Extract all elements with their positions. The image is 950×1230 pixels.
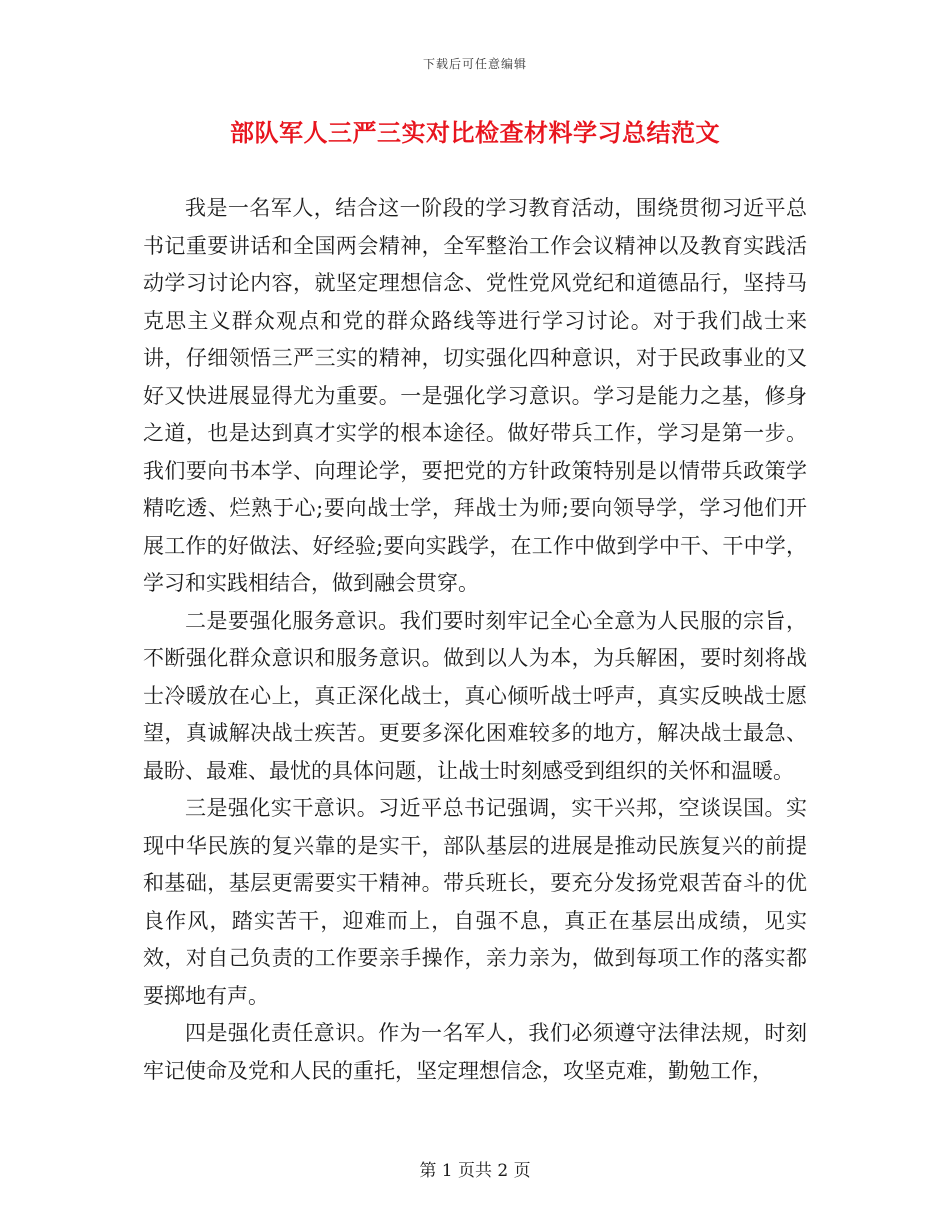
header-note: 下载后可任意编辑 — [422, 57, 527, 71]
footer-current-page: 1 — [441, 1161, 453, 1181]
paragraph-2: 二是要强化服务意识。我们要时刻牢记全心全意为人民服的宗旨，不断强化群众意识和服务意识。做到以人为本，为兵解困，要时刻将战士冷暖放在心上，真正深化战士，真心倾听战士呼声，真实反映战士愿望，真诚解决战士疾苦。更要多深化困难较多的地方，解决战士最急、最盼、最难、最忧的具体问题，让战士时刻感受到组织的关怀和温暖。 — [143, 608, 807, 783]
paragraph-4: 四是强化责任意识。作为一名军人，我们必须遵守法律法规，时刻牢记使命及党和人民的重托，坚定理想信念，攻坚克难，勤勉工作， — [143, 1021, 807, 1083]
document-title: 部队军人三严三实对比检查材料学习总结范文 — [230, 118, 720, 147]
page-footer — [0, 1156, 950, 1181]
footer-total-pages: 2 — [497, 1161, 509, 1181]
footer-prefix: 第 — [419, 1161, 437, 1181]
paragraph-3: 三是强化实干意识。习近平总书记强调，实干兴邦，空谈误国。实现中华民族的复兴靠的是实干，部队基层的进展是推动民族复兴的前提和基础，基层更需要实干精神。带兵班长，要充分发扬党艰苦奋斗的优良作风，踏实苦干，迎难而上，自强不息，真正在基层出成绩，见实效，对自己负责的工作要亲手操作，亲力亲为，做到每项工作的落实都要掷地有声。 — [143, 796, 807, 1008]
paragraph-1: 我是一名军人，结合这一阶段的学习教育活动，围绕贯彻习近平总书记重要讲话和全国两会精神，全军整治工作会议精神以及教育实践活动学习讨论内容，就坚定理想信念、党性党风党纪和道德品行，坚持马克思主义群众观点和党的群众路线等进行学习讨论。对于我们战士来讲，仔细领悟三严三实的精神，切实强化四种意识，对于民政事业的又好又快进展显得尤为重要。一是强化学习意识。学习是能力之基，修身之道，也是达到真才实学的根本途径。做好带兵工作，学习是第一步。我们要向书本学、向理论学，要把党的方针政策特别是以情带兵政策学精吃透、烂熟于心;要向战士学，拜战士为师;要向领导学，学习他们开展工作的好做法、好经验;要向实践学，在工作中做到学中干、干中学，学习和实践相结合，做到融会贯穿。 — [143, 196, 807, 595]
document-body — [143, 190, 807, 1090]
footer-middle: 页共 — [458, 1161, 492, 1181]
footer-suffix: 页 — [513, 1161, 531, 1181]
